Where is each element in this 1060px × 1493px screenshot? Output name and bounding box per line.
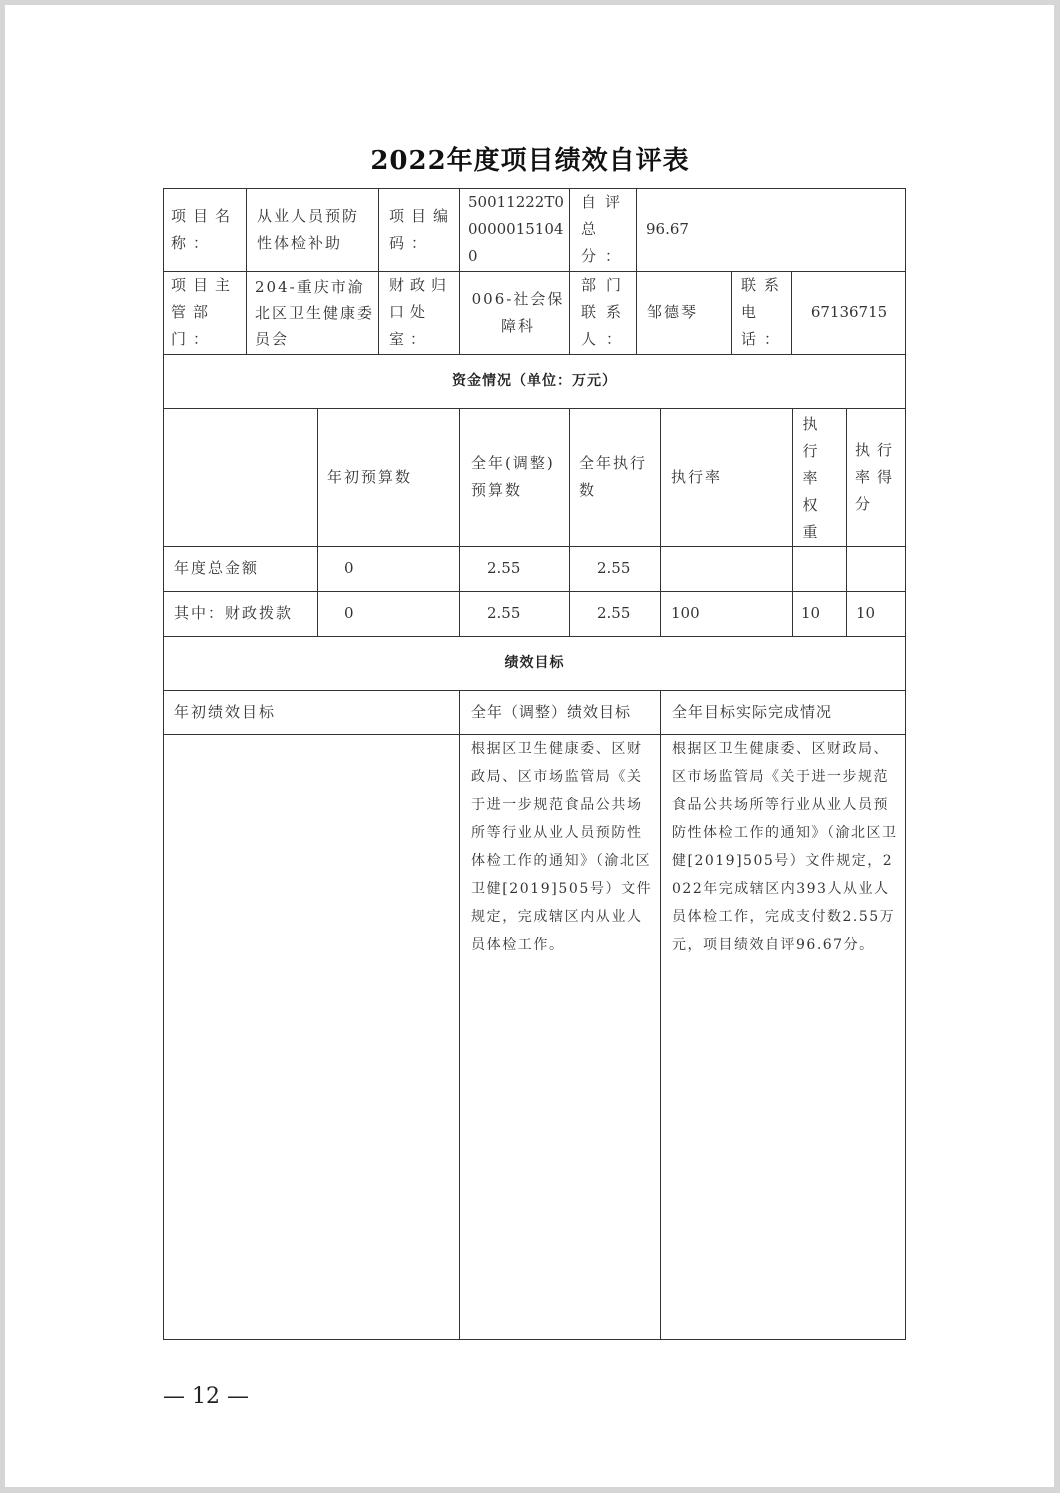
row-fiscal-weight: 10	[801, 604, 821, 622]
project-name-value: 从业人员预防性体检补助	[257, 206, 360, 252]
contact-label: 部门联系人：	[581, 276, 632, 348]
row-total-score	[856, 546, 901, 591]
col-actual-completion: 全年目标实际完成情况	[672, 702, 833, 721]
table-rule	[660, 408, 661, 636]
col-adjusted-budget: 全年(调整)预算数	[471, 454, 555, 499]
table-rule	[636, 271, 637, 354]
table-rule	[846, 408, 847, 636]
project-name-label: 项目名称：	[171, 206, 238, 252]
col-initial-budget: 年初预算数	[327, 467, 413, 486]
table-rule	[459, 408, 460, 636]
table-rule	[731, 271, 732, 354]
table-rule	[459, 188, 460, 271]
goals-section-title: 绩效目标	[504, 654, 565, 671]
col-executed: 全年执行数	[579, 454, 648, 499]
table-rule	[317, 408, 318, 636]
row-fiscal-score: 10	[856, 604, 876, 622]
row-total-executed: 2.55	[597, 559, 631, 577]
table-rule	[246, 271, 247, 354]
row-total-adjusted: 2.55	[487, 559, 521, 577]
phone-label: 联系电话：	[741, 276, 788, 348]
col-exec-rate: 执行率	[671, 467, 723, 486]
project-code-value: 50011222T00000015104 0	[468, 193, 564, 265]
row-total-initial: 0	[344, 559, 354, 577]
row-total-weight	[801, 546, 841, 591]
row-fiscal-executed: 2.55	[597, 604, 631, 622]
initial-goal-text	[174, 738, 454, 1328]
table-rule	[378, 271, 379, 354]
page-number: — 12 —	[163, 1384, 249, 1409]
row-total-rate	[671, 546, 781, 591]
row-fiscal-initial: 0	[344, 604, 354, 622]
self-score-label: 自评总分：	[581, 193, 630, 265]
phone-value: 67136715	[810, 303, 888, 321]
evaluation-table	[163, 188, 906, 1340]
table-rule	[792, 408, 793, 636]
row-fiscal-label: 其中：财政拨款	[174, 604, 294, 622]
project-code-label: 项目编码：	[389, 206, 456, 252]
table-rule	[660, 690, 661, 1340]
table-rule	[459, 271, 460, 354]
table-rule	[636, 188, 637, 271]
row-fiscal-rate: 100	[671, 604, 700, 622]
dept-label: 项目主管部门：	[171, 276, 238, 348]
table-rule	[569, 188, 570, 271]
actual-completion-text: 根据区卫生健康委、区财政局、区市场监管局《关于进一步规范食品公共场所等行业从业人员预防性体检工作的通知》（渝北区卫健[2019]505号）文件规定，2022年完成辖区内393人从业人员体检工作，完成支付数2.55万元，项目绩效自评96.67分。	[672, 741, 898, 953]
table-rule	[569, 271, 570, 354]
table-rule	[569, 408, 570, 636]
table-border-bottom	[163, 1339, 906, 1340]
col-initial-goal: 年初绩效目标	[174, 702, 277, 721]
col-rate-weight: 执行率权重	[802, 414, 820, 541]
self-score-value: 96.67	[646, 220, 689, 238]
table-rule	[791, 271, 792, 354]
row-total-label: 年度总金额	[174, 559, 260, 577]
dept-value: 204-重庆市渝北区卫生健康委员会	[255, 277, 375, 348]
funds-section-title: 资金情况（单位：万元）	[452, 372, 617, 389]
finance-office-value: 006-社会保障科	[471, 289, 565, 335]
col-adjusted-goal: 全年（调整）绩效目标	[471, 702, 632, 721]
table-rule	[459, 690, 460, 1340]
table-rule	[246, 188, 247, 271]
finance-office-label: 财政归口处室：	[389, 276, 453, 348]
row-fiscal-adjusted: 2.55	[487, 604, 521, 622]
document-title: 2022年度项目绩效自评表	[370, 146, 690, 176]
contact-value: 邹德琴	[647, 303, 699, 321]
adjusted-goal-text: 根据区卫生健康委、区财政局、区市场监管局《关于进一步规范食品公共场所等行业从业人员预防性体检工作的通知》（渝北区卫健[2019]505号）文件规定，完成辖区内从业人员体检工作。	[471, 741, 653, 953]
table-rule	[378, 188, 379, 271]
col-rate-score: 执行率得分	[855, 440, 900, 513]
